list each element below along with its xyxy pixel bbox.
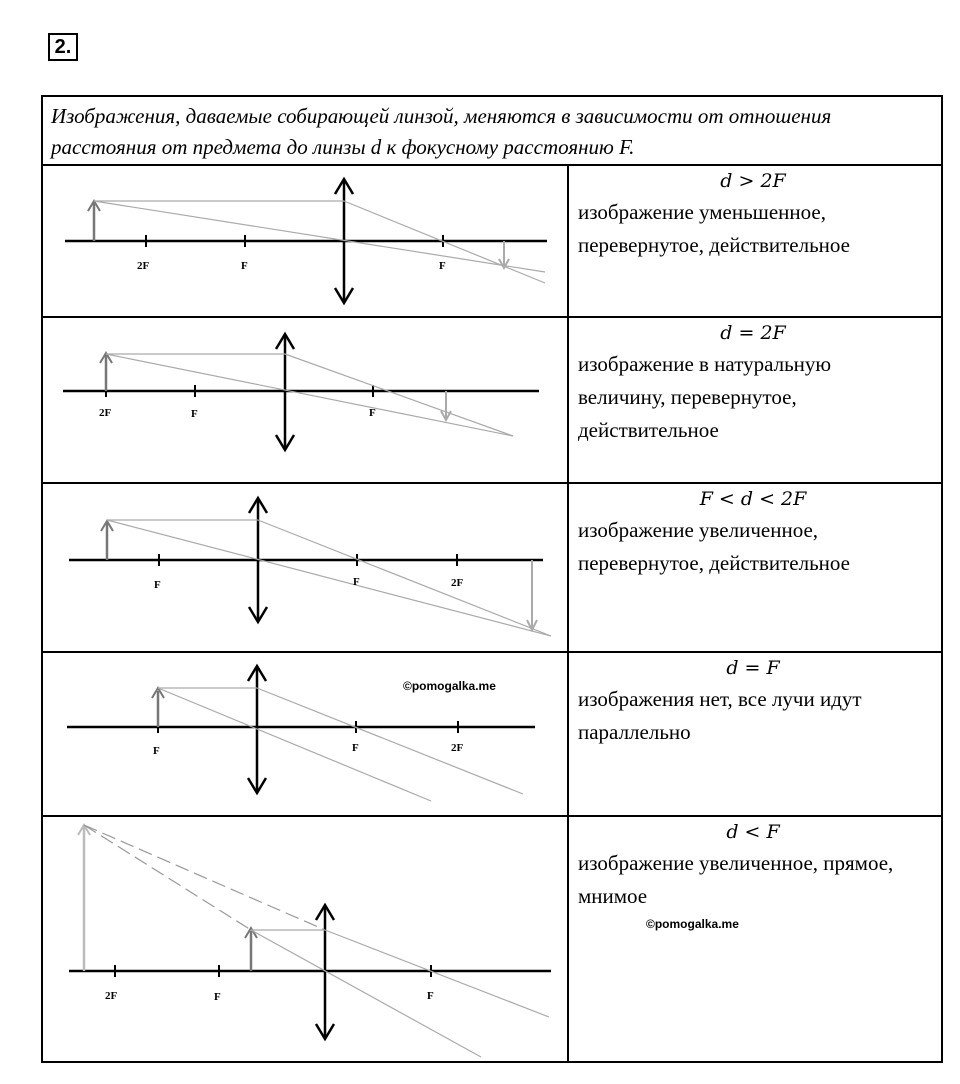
ray-extension-central	[84, 825, 251, 930]
ray-diagram-5	[43, 817, 569, 1061]
description-line: параллельно	[578, 720, 691, 744]
ray-extension-parallel	[84, 825, 325, 930]
condition-formula: d = 2F	[720, 322, 786, 344]
description-cell-1	[578, 166, 938, 316]
label-2f: 2F	[99, 407, 112, 419]
ray-diagram-svg-2	[43, 318, 567, 482]
condition-formula: d > 2F	[720, 170, 786, 192]
description-line: перевернутое, действительное	[578, 233, 850, 257]
label-f-right: F	[369, 407, 376, 419]
ray-diagram-svg-1	[43, 166, 567, 316]
ray-central	[106, 354, 513, 436]
description-line: действительное	[578, 418, 719, 442]
table-row-d-greater-2f	[43, 166, 941, 318]
label-f-right: F	[352, 742, 359, 754]
label-2f: 2F	[137, 260, 150, 272]
label-f-right: F	[353, 576, 360, 588]
label-2f: 2F	[105, 990, 118, 1002]
description-line: изображение уменьшенное,	[578, 200, 826, 224]
ray-central	[251, 930, 481, 1057]
label-f-left: F	[153, 745, 160, 757]
label-f-left: F	[191, 408, 198, 420]
description-cell-2	[578, 318, 938, 482]
description-line: мнимое	[578, 884, 648, 908]
ray-refracted	[285, 354, 513, 436]
condition-formula: d = F	[726, 657, 780, 679]
label-f-left: F	[154, 579, 161, 591]
ray-central	[94, 201, 545, 272]
description-line: изображения нет, все лучи идут	[578, 687, 862, 711]
table-row-d-equal-f	[43, 653, 941, 817]
description-cell-3	[578, 484, 938, 651]
condition-formula: F < d < 2F	[699, 488, 807, 510]
ray-central	[158, 688, 431, 801]
ray-refracted	[325, 930, 549, 1017]
ray-central	[107, 520, 551, 636]
watermark: ©pomogalka.me	[646, 917, 739, 931]
ray-refracted	[258, 520, 551, 636]
ray-diagram-svg-3	[43, 484, 567, 651]
label-f-left: F	[214, 991, 221, 1003]
lens-table	[41, 95, 943, 1063]
ray-diagram-4	[43, 653, 569, 815]
ray-diagram-1	[43, 166, 569, 316]
description-line: изображение в натуральную	[578, 352, 832, 376]
label-2f: 2F	[451, 742, 464, 754]
ray-diagram-svg-5	[43, 817, 567, 1061]
description-cell-5	[578, 817, 938, 1061]
ray-diagram-svg-4	[43, 653, 567, 815]
description-line: изображение увеличенное,	[578, 518, 819, 542]
table-row-d-equal-2f	[43, 318, 941, 484]
ray-diagram-2	[43, 318, 569, 482]
description-line: изображение увеличенное, прямое,	[578, 851, 894, 875]
label-2f: 2F	[451, 577, 464, 589]
intro-line-2: расстояния от предмета до линзы d к фокусному расстоянию F.	[51, 135, 635, 159]
label-f-right: F	[439, 260, 446, 272]
watermark: ©pomogalka.me	[403, 679, 496, 693]
ray-diagram-3	[43, 484, 569, 651]
description-line: перевернутое, действительное	[578, 551, 850, 575]
intro-cell	[43, 97, 941, 166]
label-f-left: F	[241, 260, 248, 272]
table-row-d-less-f	[43, 817, 941, 1061]
ray-refracted	[257, 688, 523, 794]
description-line: величину, перевернутое,	[578, 385, 797, 409]
label-f-right: F	[427, 990, 434, 1002]
condition-formula: d < F	[726, 821, 780, 843]
description-cell-4	[578, 653, 938, 815]
intro-line-1: Изображения, даваемые собирающей линзой, меняются в зависимости от отношения	[51, 104, 832, 128]
table-row-f-less-d-less-2f	[43, 484, 941, 653]
task-number: 2.	[48, 33, 78, 61]
